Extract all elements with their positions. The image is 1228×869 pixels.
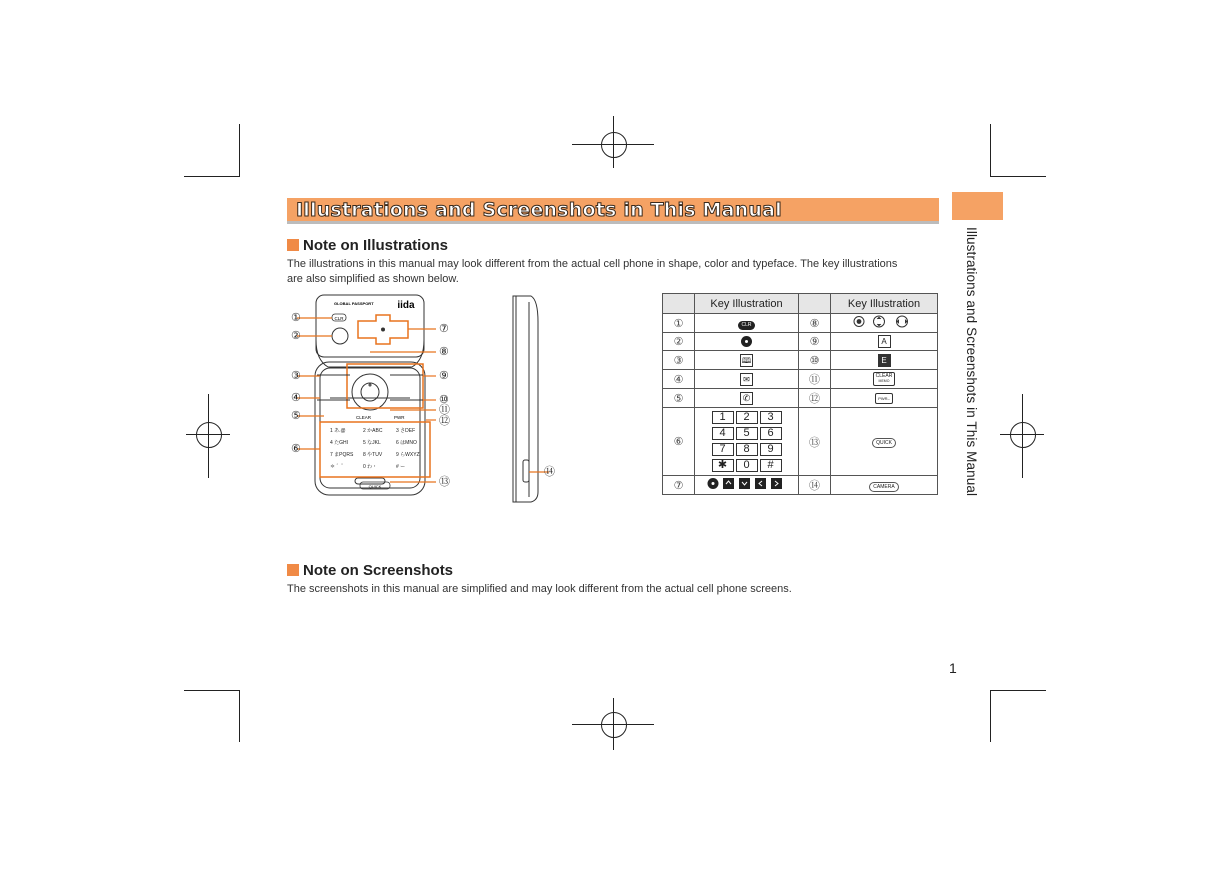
callout-4: ④ <box>291 392 301 404</box>
keypad-key: 0 わ・ <box>363 464 378 470</box>
ez-key-icon: E <box>878 354 891 367</box>
digit-key: 1 <box>712 411 734 424</box>
table-row <box>663 389 938 408</box>
section-body-screenshots: The screenshots in this manual are simplified and may look different from the actual cell phone screens. <box>287 583 792 595</box>
row-number: ④ <box>663 370 695 389</box>
chapter-side-label: Illustrations and Screenshots in This Manual <box>964 227 979 497</box>
section-heading-text: Note on Illustrations <box>303 237 449 254</box>
phone-clr-key: CLR <box>334 316 344 321</box>
digit-key: 0 <box>736 459 758 472</box>
row-number: ⑦ <box>663 476 695 495</box>
key-illustration-table <box>662 293 938 495</box>
key-cell <box>695 408 799 476</box>
row-number: ② <box>663 333 695 351</box>
callout-6: ⑥ <box>291 443 301 455</box>
keypad-grid <box>712 411 782 472</box>
phone-clear-key: CLEAR <box>356 415 372 420</box>
table-header-cell: Key Illustration <box>831 294 938 314</box>
power-key-icon: PWR– <box>875 393 893 404</box>
section-heading-screenshots <box>287 562 453 579</box>
chapter-tab <box>952 192 1003 220</box>
key-cell <box>695 370 799 389</box>
callout-10: ⑩ <box>439 394 449 406</box>
row-number: ① <box>663 314 695 333</box>
key-cell <box>831 476 938 495</box>
keypad-key: 3 さDEF <box>396 428 416 434</box>
phone-quick-key: QUICK <box>368 484 382 489</box>
keypad-key: 8 やTUV <box>363 452 383 458</box>
quick-key-icon: QUICK <box>872 438 896 448</box>
callout-3: ③ <box>291 370 301 382</box>
table-row <box>663 333 938 351</box>
digit-key: 4 <box>712 427 734 440</box>
digit-key: 8 <box>736 443 758 456</box>
book-key-icon: 🕮 <box>741 355 752 365</box>
page-title: Illustrations and Screenshots in This Manual <box>296 199 782 221</box>
address-key-icon: A <box>878 335 891 348</box>
key-cell <box>831 408 938 476</box>
row-number: ⑫ <box>799 389 831 408</box>
key-cell <box>831 333 938 351</box>
clr-key-icon: CLR <box>738 321 754 330</box>
table-row <box>663 370 938 389</box>
page-number: 1 <box>949 660 957 676</box>
key-cell <box>831 351 938 370</box>
phone-brand-right: iida <box>397 300 415 311</box>
callout-5: ⑤ <box>291 410 301 422</box>
table-header-row <box>663 294 938 314</box>
square-bullet-icon <box>287 239 299 251</box>
key-cell <box>695 476 799 495</box>
power-key-label: PWR <box>878 395 888 401</box>
callout-1: ① <box>291 312 301 324</box>
table-row <box>663 314 938 333</box>
table-header-cell: Key Illustration <box>695 294 799 314</box>
digit-key: 6 <box>760 427 782 440</box>
keypad-key: 7 まPQRS <box>330 452 354 458</box>
key-cell <box>695 389 799 408</box>
callout-8: ⑧ <box>439 346 449 358</box>
keypad-key: 1 あ.@ <box>330 428 346 434</box>
keypad-key: 6 はMNO <box>396 440 417 446</box>
section-heading-text: Note on Screenshots <box>303 562 454 579</box>
callout-14: ⑭ <box>544 466 555 478</box>
digit-key: 7 <box>712 443 734 456</box>
table-header-cell <box>663 294 695 314</box>
dpad-keys-icon <box>852 315 916 328</box>
phone-pwr-key: PWR <box>394 415 405 420</box>
callout-9: ⑨ <box>439 370 449 382</box>
table-row <box>663 351 938 370</box>
section-body-illustrations: The illustrations in this manual may look different from the actual cell phone in shape, color and typeface. The key illustrations are also simplified as shown below. <box>287 258 898 285</box>
digit-key: ✱ <box>712 459 734 472</box>
table-row <box>663 476 938 495</box>
clear-key-icon <box>873 372 896 386</box>
row-number: ⑥ <box>663 408 695 476</box>
callout-12: ⑫ <box>439 415 450 427</box>
row-number: ⑭ <box>799 476 831 495</box>
center-key-icon <box>741 336 752 347</box>
row-number: ③ <box>663 351 695 370</box>
section-heading-illustrations <box>287 237 448 254</box>
key-cell <box>695 333 799 351</box>
clear-key-bottom: MEMO <box>878 379 890 383</box>
keypad-key: 5 なJKL <box>363 440 381 446</box>
keypad-key: 4 たGHI <box>330 440 349 446</box>
mail-key-icon: ✉ <box>740 373 753 386</box>
keypad-key: ＊ ゛゜ <box>330 464 347 470</box>
callout-2: ② <box>291 330 301 342</box>
callout-11: ⑪ <box>439 404 450 416</box>
key-cell <box>831 389 938 408</box>
row-number: ⑨ <box>799 333 831 351</box>
keypad-key: 2 かABC <box>363 428 383 434</box>
callout-7: ⑦ <box>439 323 449 335</box>
page-title-banner <box>287 198 939 224</box>
key-cell <box>695 314 799 333</box>
row-number: ⑧ <box>799 314 831 333</box>
row-number: ⑤ <box>663 389 695 408</box>
phone-brand-left: GLOBAL PASSPORT <box>334 301 374 306</box>
row-number: ⑬ <box>799 408 831 476</box>
callout-13: ⑬ <box>439 476 450 488</box>
phone-side-illustration <box>505 292 565 512</box>
key-cell <box>695 351 799 370</box>
clear-key-top: CLEAR <box>875 373 893 379</box>
digit-key: 5 <box>736 427 758 440</box>
digit-key: # <box>760 459 782 472</box>
square-bullet-icon <box>287 564 299 576</box>
camera-key-icon: CAMERA <box>869 482 898 492</box>
key-cell <box>831 370 938 389</box>
table-header-cell <box>799 294 831 314</box>
key-cell <box>831 314 938 333</box>
digit-key: 3 <box>760 411 782 424</box>
row-number: ⑩ <box>799 351 831 370</box>
navigation-keys-icon <box>707 477 787 490</box>
call-key-icon: ✆ <box>740 392 753 405</box>
digit-key: 9 <box>760 443 782 456</box>
table-row <box>663 408 938 476</box>
keypad-key: # ー <box>396 464 406 470</box>
row-number: ⑪ <box>799 370 831 389</box>
keypad-key: 9 らWXYZ <box>396 452 420 458</box>
digit-key: 2 <box>736 411 758 424</box>
phone-front-illustration <box>280 292 460 502</box>
